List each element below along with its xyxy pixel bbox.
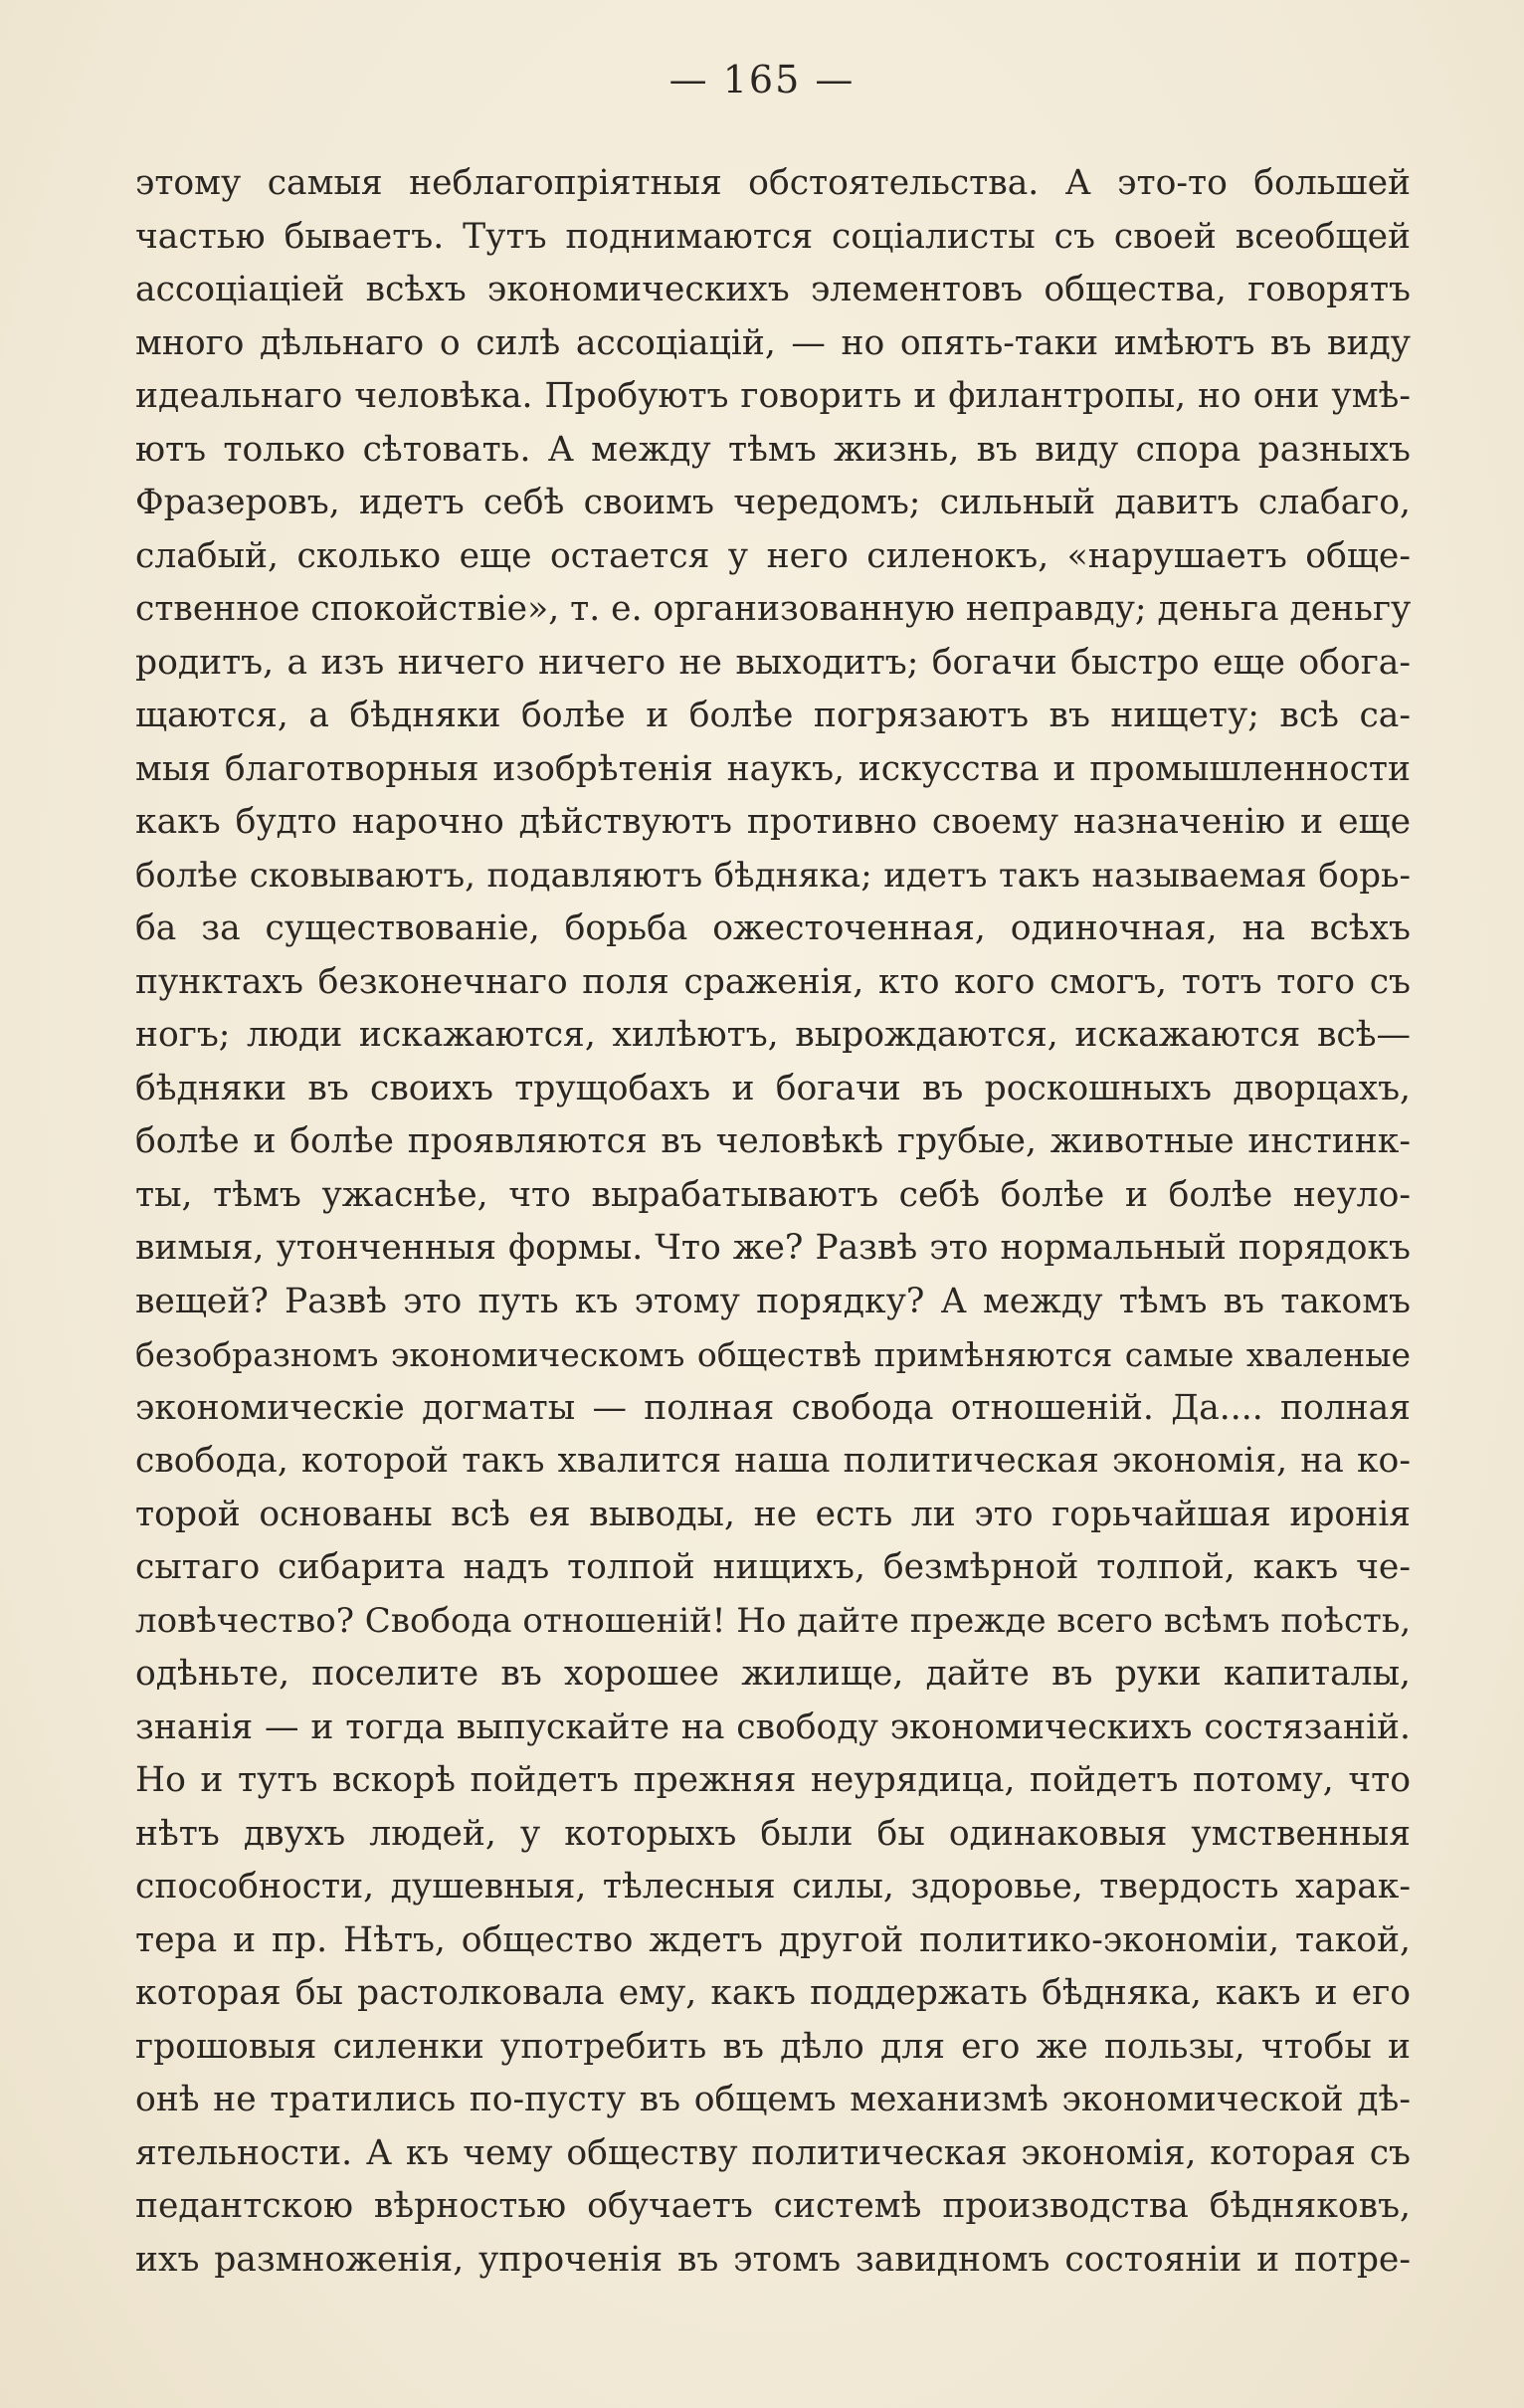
text-line: знанія — и тогда выпускайте на свободу экономическихъ состязаній. — [135, 1706, 1411, 1747]
page-number: — 165 — — [668, 58, 856, 101]
text-line: идеальнаго человѣка. Пробуютъ говорить и филантропы, но они умѣ- — [135, 376, 1411, 416]
text-line: много дѣльнаго о силѣ ассоціацій, — но опять-таки имѣютъ въ виду — [135, 322, 1411, 363]
text-line: свобода, которой такъ хвалится наша политическая экономія, на ко- — [135, 1441, 1411, 1481]
text-line: Но и тутъ вскорѣ пойдетъ прежняя неурядица, пойдетъ потому, что — [135, 1760, 1411, 1800]
text-line: ютъ только сѣтовать. А между тѣмъ жизнь, въ виду спора разныхъ — [135, 429, 1411, 470]
text-line: какъ будто нарочно дѣйствуютъ противно своему назначенію и еще — [135, 802, 1411, 842]
text-line: мыя благотворныя изобрѣтенія наукъ, искусства и промышленности — [135, 748, 1411, 789]
text-line: нѣтъ двухъ людей, у которыхъ были бы одинаковыя умственныя — [135, 1813, 1411, 1854]
text-line: пунктахъ безконечнаго поля сраженія, кто кого смогъ, тотъ того съ — [135, 961, 1411, 1002]
text-line: онѣ не тратились по-пусту въ общемъ механизмѣ экономической дѣ- — [135, 2080, 1411, 2119]
text-line: болѣе сковываютъ, подавляютъ бѣдняка; идетъ такъ называемая борь- — [135, 855, 1411, 896]
text-line: торой основаны всѣ ея выводы, не есть ли это горьчайшая иронія — [135, 1494, 1411, 1534]
text-line: бѣдняки въ своихъ трущобахъ и богачи въ роскошныхъ дворцахъ, — [135, 1068, 1411, 1108]
text-line: ловѣчество? Свобода отношеній! Но дайте прежде всего всѣмъ поѣсть, — [135, 1600, 1412, 1641]
text-line: болѣе и болѣе проявляются въ человѣкѣ грубые, животные инстинк- — [135, 1121, 1411, 1161]
text-line: вимыя, утонченныя формы. Что же? Развѣ это нормальный порядокъ — [135, 1228, 1411, 1268]
text-line: безобразномъ экономическомъ обществѣ примѣняются самые хваленые — [135, 1335, 1411, 1374]
text-line: Фразеровъ, идетъ себѣ своимъ чередомъ; сильный давитъ слабаго, — [135, 483, 1411, 522]
text-line: педантскою вѣрностью обучаетъ системѣ производства бѣдняковъ, — [135, 2186, 1411, 2226]
text-line: щаются, а бѣдняки болѣе и болѣе погрязаютъ въ нищету; всѣ са- — [135, 696, 1411, 735]
text-body — [135, 157, 1411, 2287]
text-line: ственное спокойствіе», т. е. организованную неправду; деньга деньгу — [135, 589, 1412, 629]
text-line: слабый, сколько еще остается у него силенокъ, «нарушаетъ обще- — [135, 535, 1411, 576]
text-line: одѣньте, поселите въ хорошее жилище, дайте въ руки капиталы, — [135, 1654, 1411, 1694]
text-line: родитъ, а изъ ничего ничего не выходитъ; богачи быстро еще обога- — [135, 642, 1411, 683]
text-line: ятельности. А къ чему обществу политическая экономія, которая съ — [135, 2132, 1411, 2173]
text-line: ногъ; люди искажаются, хилѣютъ, вырождаются, искажаются всѣ— — [135, 1015, 1411, 1055]
text-line: ты, тѣмъ ужаснѣе, что вырабатываютъ себѣ болѣе и болѣе неуло- — [135, 1174, 1411, 1215]
text-line: которая бы растолковала ему, какъ поддержать бѣдняка, какъ и его — [135, 1973, 1411, 2013]
text-line: экономическіе догматы — полная свобода отношеній. Да.... полная — [135, 1387, 1411, 1428]
text-line: способности, душевныя, тѣлесныя силы, здоровье, твердость харак- — [135, 1867, 1411, 1906]
text-line: ихъ размноженія, упроченія въ этомъ завидномъ состояніи и потре- — [135, 2239, 1411, 2280]
text-line: вещей? Развѣ это путь къ этому порядку? А между тѣмъ въ такомъ — [135, 1281, 1411, 1321]
text-line: этому самыя неблагопріятныя обстоятельства. А это-то большей — [135, 163, 1411, 203]
text-line: сытаго сибарита надъ толпой нищихъ, безмѣрной толпой, какъ че- — [135, 1547, 1411, 1587]
text-line: грошовыя силенки употребить въ дѣло для его же пользы, чтобы и — [135, 2026, 1411, 2067]
text-line: тера и пр. Нѣтъ, общество ждетъ другой политико-экономіи, такой, — [135, 1919, 1411, 1960]
text-line: частью бываетъ. Тутъ поднимаются соціалисты съ своей всеобщей — [135, 216, 1411, 257]
text-line: ассоціаціей всѣхъ экономическихъ элементовъ общества, говорятъ — [135, 270, 1411, 309]
text-line: ба за существованіе, борьба ожесточенная, одиночная, на всѣхъ — [135, 908, 1411, 948]
